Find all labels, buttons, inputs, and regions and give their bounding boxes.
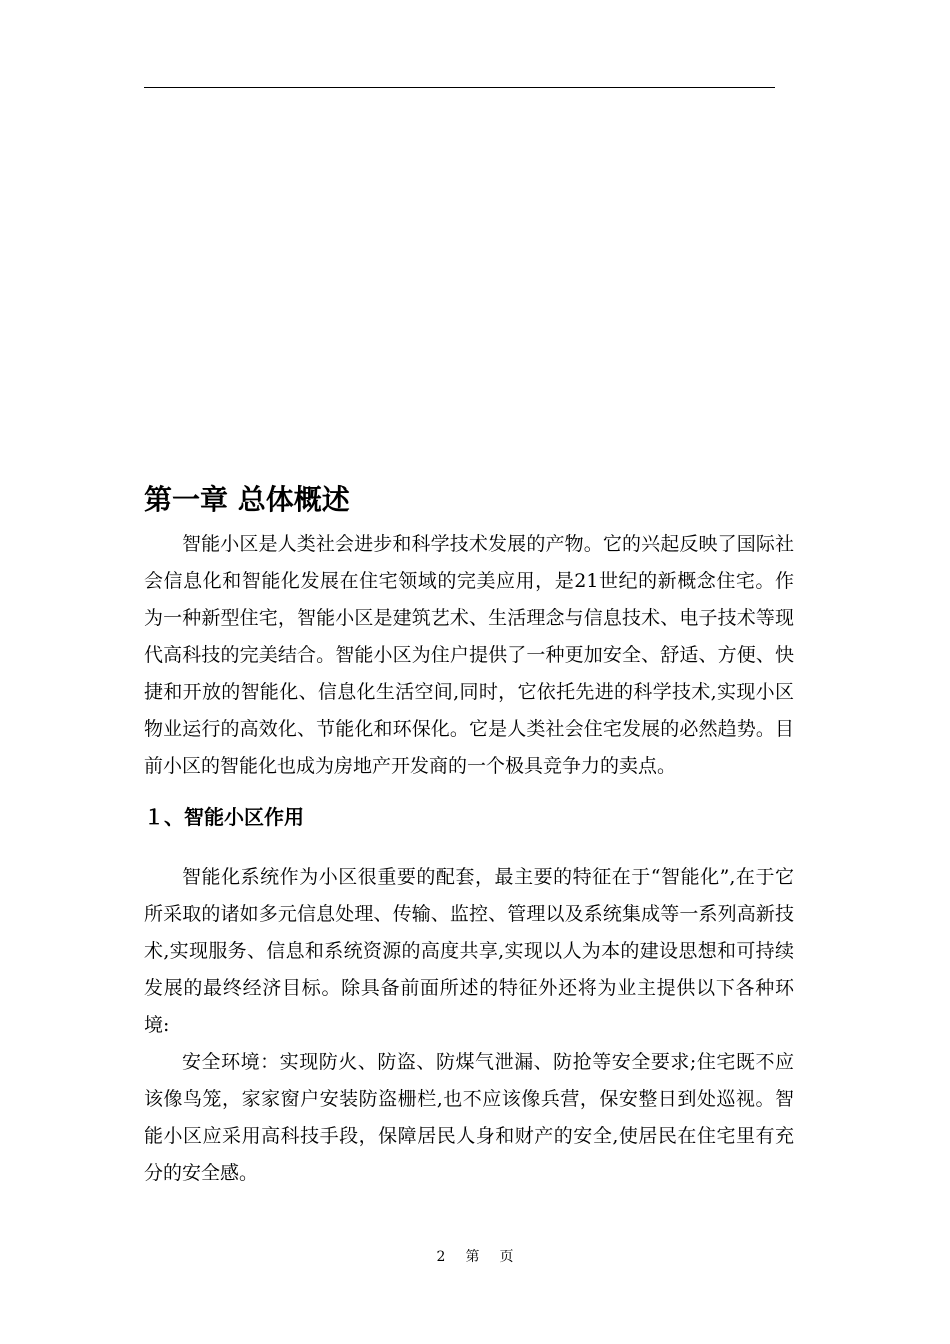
header-rule [144, 87, 775, 88]
intro-paragraph: 智能小区是人类社会进步和科学技术发展的产物。它的兴起反映了国际社会信息化和智能化发展在住宅领域的完美应用，是21世纪的新概念住宅。作为一种新型住宅，智能小区是建筑艺术、生活理念与信息技术、电子技术等现代高科技的完美结合。智能小区为住户提供了一种更加安全、舒适、方便、快捷和开放的智能化、信息化生活空间,同时，它依托先进的科学技术,实现小区物业运行的高效化、节能化和环保化。它是人类社会住宅发展的必然趋势。目前小区的智能化也成为房地产开发商的一个极具竞争力的卖点。 [144, 533, 794, 777]
chapter-title: 第一章 总体概述 [144, 483, 350, 516]
page-label-post: 页 [499, 1249, 514, 1265]
page-label-pre: 第 [465, 1249, 480, 1265]
section-paragraph-1: 智能化系统作为小区很重要的配套，最主要的特征在于“智能化”,在于它所采取的诸如多元信息处理、传输、监控、管理以及系统集成等一系列高新技术,实现服务、信息和系统资源的高度共享,实现以人为本的建设思想和可持续发展的最终经济目标。除具备前面所述的特征外还将为业主提供以下各种环境: [144, 866, 794, 1036]
document-body [144, 478, 794, 1192]
section-title: １、智能小区作用 [144, 805, 304, 829]
page-number: 2 [436, 1249, 446, 1265]
section-paragraph-2: 安全环境：实现防火、防盗、防煤气泄漏、防抢等安全要求;住宅既不应该像鸟笼，家家窗户安装防盗栅栏,也不应该像兵营，保安整日到处巡视。智能小区应采用高科技手段，保障居民人身和财产的安全,使居民在住宅里有充分的安全感。 [144, 1051, 794, 1184]
page-footer [0, 1246, 950, 1268]
